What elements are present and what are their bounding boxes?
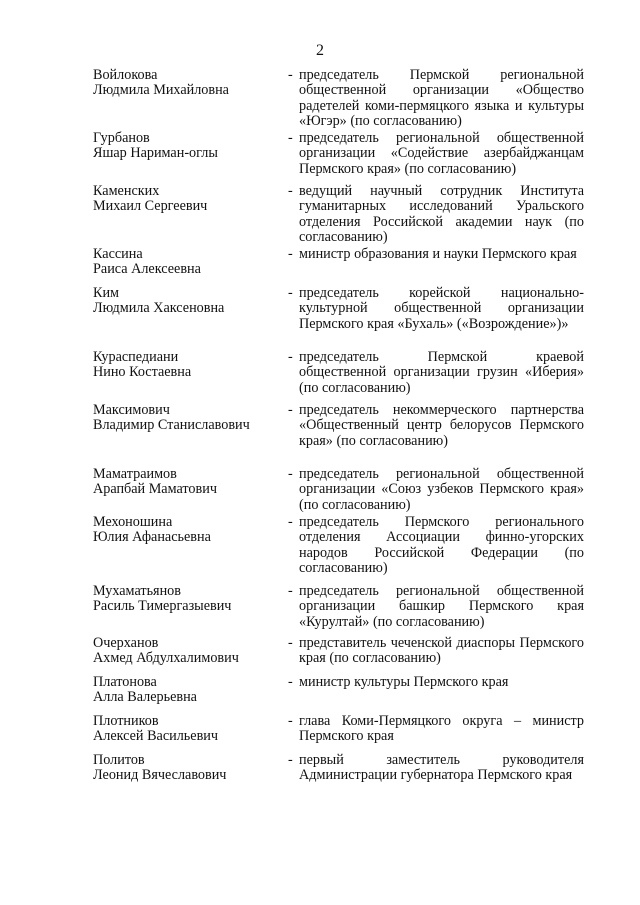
- given-names: Людмила Хаксеновна: [93, 300, 225, 317]
- surname: Мехоношина: [93, 514, 173, 530]
- surname: Кассина: [93, 246, 143, 262]
- given-names: Людмила Михайловна: [93, 82, 229, 99]
- dash: -: [288, 514, 293, 530]
- given-names: Владимир Станиславович: [93, 417, 250, 434]
- surname: Платонова: [93, 674, 157, 690]
- person-name: [93, 515, 283, 546]
- given-names: Яшар Нариман-оглы: [93, 145, 218, 162]
- position-description: ведущий научный сотрудник Института гуманитарных исследований Уральского отделения Российской академии наук (по согласованию): [299, 183, 584, 245]
- position-description: председатель Пермского регионального отделения Ассоциации финно-угорских народов Российской Федерации (по согласованию): [299, 514, 584, 576]
- dash: -: [288, 130, 293, 146]
- given-names: Леонид Вячеславович: [93, 767, 227, 784]
- person-name: [93, 350, 283, 381]
- position-description: представитель чеченской диаспоры Пермского края (по согласованию): [299, 635, 584, 667]
- surname: Маматраимов: [93, 466, 177, 482]
- dash: -: [288, 183, 293, 199]
- surname: Максимович: [93, 402, 170, 418]
- person-name: [93, 286, 283, 317]
- position-description: председатель Пермской краевой общественной организации грузин «Иберия» (по согласованию): [299, 349, 584, 396]
- dash: -: [288, 402, 293, 418]
- person-name: [93, 131, 283, 162]
- dash: -: [288, 583, 293, 599]
- position-description: министр образования и науки Пермского края: [299, 246, 577, 262]
- dash: -: [288, 285, 293, 301]
- surname: Мухаматьянов: [93, 583, 181, 599]
- person-name: [93, 675, 283, 706]
- dash: -: [288, 349, 293, 365]
- position-description: председатель региональной общественной организации башкир Пермского края «Курултай» (по согласованию): [299, 583, 584, 630]
- surname: Очерханов: [93, 635, 159, 651]
- position-description: министр культуры Пермского края: [299, 674, 509, 690]
- dash: -: [288, 635, 293, 651]
- person-name: [93, 714, 283, 745]
- surname: Каменских: [93, 183, 160, 199]
- surname: Плотников: [93, 713, 159, 729]
- surname: Ким: [93, 285, 120, 301]
- dash: -: [288, 713, 293, 729]
- position-description: глава Коми-Пермяцкого округа – министр Пермского края: [299, 713, 584, 745]
- person-name: [93, 636, 283, 667]
- dash: -: [288, 674, 293, 690]
- given-names: Арапбай Маматович: [93, 481, 217, 498]
- surname: Политов: [93, 752, 145, 768]
- person-name: [93, 403, 283, 434]
- position-description: председатель региональной общественной организации «Союз узбеков Пермского края» (по согласованию): [299, 466, 584, 513]
- page-number: 2: [316, 42, 324, 59]
- person-name: [93, 584, 283, 615]
- position-description: председатель региональной общественной организации «Содействие азербайджанцам Пермского края» (по согласованию): [299, 130, 584, 177]
- position-description: председатель некоммерческого партнерства «Общественный центр белорусов Пермского края» (по согласованию): [299, 402, 584, 449]
- given-names: Нино Костаевна: [93, 364, 192, 381]
- person-name: [93, 68, 283, 99]
- person-name: [93, 467, 283, 498]
- person-name: [93, 184, 283, 215]
- surname: Войлокова: [93, 67, 158, 83]
- dash: -: [288, 246, 293, 262]
- surname: Кураспедиани: [93, 349, 179, 365]
- given-names: Расиль Тимергазыевич: [93, 598, 232, 615]
- position-description: первый заместитель руководителя Администрации губернатора Пермского края: [299, 752, 584, 784]
- dash: -: [288, 67, 293, 83]
- given-names: Раиса Алексеевна: [93, 261, 201, 278]
- given-names: Михаил Сергеевич: [93, 198, 208, 215]
- position-description: председатель корейской национально-культурной общественной организации Пермского края «Бухаль» («Возрождение»)»: [299, 285, 584, 332]
- person-name: [93, 247, 283, 278]
- given-names: Ахмед Абдулхалимович: [93, 650, 239, 667]
- given-names: Алла Валерьевна: [93, 689, 197, 706]
- surname: Гурбанов: [93, 130, 150, 146]
- given-names: Юлия Афанасьевна: [93, 529, 211, 546]
- person-name: [93, 753, 283, 784]
- position-description: председатель Пермской региональной общественной организации «Общество радетелей коми-пермяцкого языка и культуры «Югэр» (по согласованию): [299, 67, 584, 129]
- dash: -: [288, 466, 293, 482]
- given-names: Алексей Васильевич: [93, 728, 218, 745]
- dash: -: [288, 752, 293, 768]
